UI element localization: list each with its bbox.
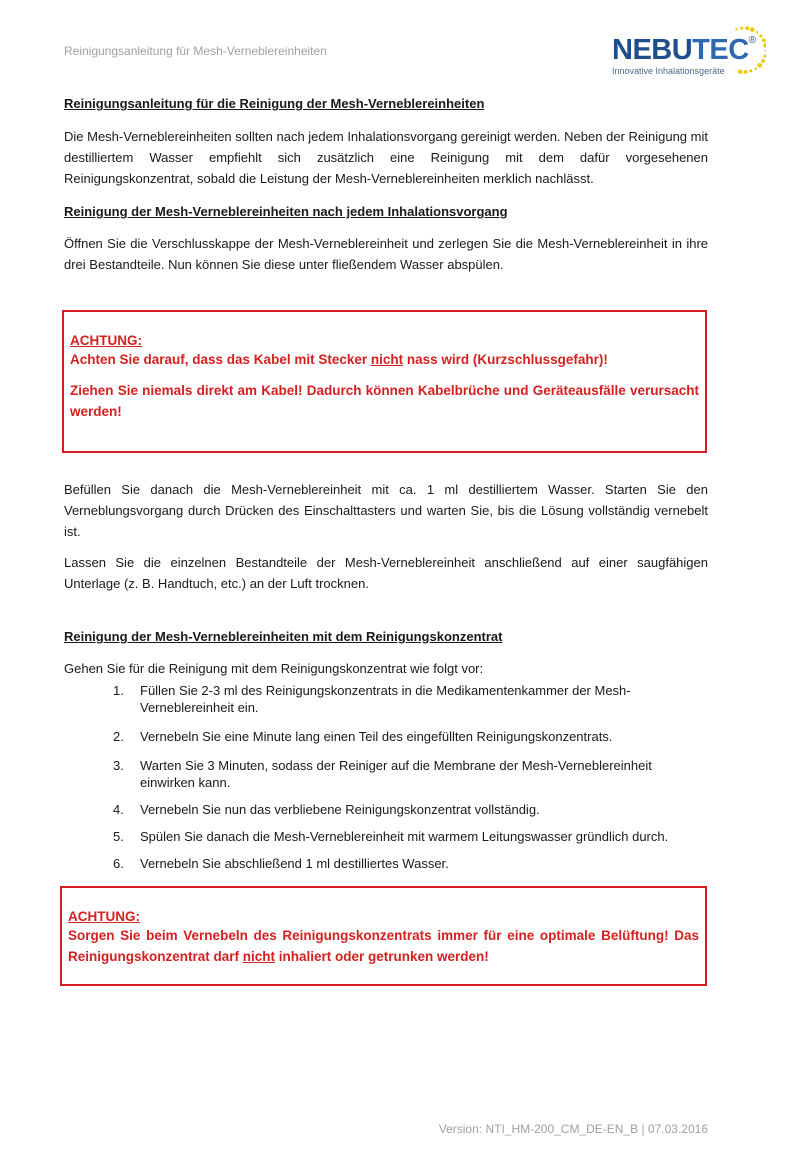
- logo-dot: [758, 63, 763, 68]
- step-text: Füllen Sie 2-3 ml des Reinigungskonzentrats in die Medikamentenkammer der Mesh-Verneblereinheit ein.: [140, 683, 631, 715]
- step-text: Vernebeln Sie nun das verbliebene Reinigungskonzentrat vollständig.: [140, 802, 540, 817]
- cleaning-steps-list: [64, 682, 708, 872]
- logo-dot: [745, 26, 749, 30]
- warning-emphasis-nicht: nicht: [370, 352, 404, 367]
- warning-label: ACHTUNG:: [68, 909, 140, 924]
- step-number: 4.: [113, 802, 124, 817]
- logo-dot: [764, 55, 766, 58]
- step-text: Vernebeln Sie abschließend 1 ml destilliertes Wasser.: [140, 856, 449, 871]
- step-number: 2.: [113, 729, 124, 744]
- warning-line-cable-wet: Achten Sie darauf, dass das Kabel mit Stecker nicht nass wird (Kurzschlussgefahr)!: [70, 352, 608, 367]
- section1-paragraph-fill: Befüllen Sie danach die Mesh-Verneblereinheit mit ca. 1 ml destilliertem Wasser. Starten Sie den Verneblungsvorgang durch Drücken des Einschalttasters und warten Sie, bis die Lösung vollständig vernebelt ist.: [64, 482, 708, 539]
- document-body: [64, 95, 708, 275]
- logo-dot: [761, 59, 765, 63]
- logo-dot: [744, 70, 748, 74]
- step-item: [64, 855, 708, 872]
- logo-dot: [765, 50, 766, 52]
- logo-dot: [750, 27, 755, 32]
- logo-dot: [735, 28, 737, 30]
- logo-tagline: Innovative Inhalationsgeräte: [612, 66, 725, 76]
- step-text: Spülen Sie danach die Mesh-Verneblereinheit mit warmem Leitungswasser gründlich durch.: [140, 829, 669, 844]
- logo-dot: [762, 39, 766, 43]
- step-text: Warten Sie 3 Minuten, sodass der Reiniger auf die Membrane der Mesh-Verneblereinheit einwirken kann.: [140, 758, 652, 790]
- warning-line-pull-cable: Ziehen Sie niemals direkt am Kabel! Dadurch können Kabelbrüche und Geräteausfälle verursacht werden!: [70, 383, 699, 419]
- logo-wordmark: [612, 36, 756, 65]
- section1-paragraph-dry: Lassen Sie die einzelnen Bestandteile der Mesh-Verneblereinheit anschließend auf einer saugfähigen Unterlage (z. B. Handtuch, etc.) an der Luft trocknen.: [64, 555, 708, 591]
- step-number: 1.: [113, 683, 124, 698]
- step-item: [64, 728, 708, 745]
- warning-emphasis-nicht: nicht: [242, 949, 276, 964]
- warning-label: ACHTUNG:: [70, 333, 142, 348]
- step-item: [64, 757, 708, 791]
- step-item: [64, 828, 708, 845]
- version-footer: Version: NTI_HM-200_CM_DE-EN_B | 07.03.2016: [438, 1122, 708, 1136]
- logo-dot: [759, 34, 762, 37]
- step-text: Vernebeln Sie eine Minute lang einen Teil des eingefüllten Reinigungskonzentrats.: [140, 729, 613, 744]
- logo-dot: [763, 43, 766, 48]
- section1-paragraph: Öffnen Sie die Verschlusskappe der Mesh-Verneblereinheit und zerlegen Sie die Mesh-Verneblereinheit in ihre drei Bestandteile. Nun können Sie diese unter fließendem Wasser abspülen.: [64, 236, 708, 272]
- logo-dot: [738, 69, 743, 74]
- section1-continued: [64, 479, 708, 872]
- running-header-title: Reinigungsanleitung für Mesh-Verneblereinheiten: [64, 44, 327, 58]
- step-item: [64, 801, 708, 818]
- warning-text-ventilation: Sorgen Sie beim Vernebeln des Reinigungskonzentrats immer für eine optimale Belüftung! Das Reinigungskonzentrat darf nicht inhaliert oder getrunken werden!: [68, 928, 699, 964]
- logo-registered-mark: ®: [748, 35, 756, 46]
- warning-box-cable: [62, 310, 707, 453]
- logo-word-b: TEC: [692, 34, 749, 66]
- warning-box-ventilation: [60, 886, 707, 986]
- section1-heading: Reinigung der Mesh-Verneblereinheiten nach jedem Inhalationsvorgang: [64, 204, 508, 219]
- step-number: 6.: [113, 856, 124, 871]
- section2-lead: Gehen Sie für die Reinigung mit dem Reinigungskonzentrat wie folgt vor:: [64, 661, 484, 676]
- section2-heading: Reinigung der Mesh-Verneblereinheiten mit dem Reinigungskonzentrat: [64, 629, 503, 644]
- step-number: 3.: [113, 758, 124, 773]
- logo-dot: [755, 68, 757, 70]
- step-number: 5.: [113, 829, 124, 844]
- logo-dot: [749, 69, 752, 72]
- logo-dot: [756, 31, 758, 33]
- logo-dot: [740, 27, 743, 30]
- intro-paragraph: Die Mesh-Verneblereinheiten sollten nach jedem Inhalationsvorgang gereinigt werden. Neben der Reinigung mit destilliertem Wasser empfiehlt sich zusätzlich eine Reinigung mit dem dafür vorgesehenen Reinigungskonzentrat, sobald die Leistung der Mesh-Verneblereinheiten merklich nachlässt.: [64, 129, 708, 186]
- step-item: [64, 682, 708, 716]
- nebutec-logo: [606, 14, 766, 78]
- logo-word-a: NEBU: [612, 34, 693, 66]
- document-title: Reinigungsanleitung für die Reinigung der Mesh-Verneblereinheiten: [64, 96, 485, 111]
